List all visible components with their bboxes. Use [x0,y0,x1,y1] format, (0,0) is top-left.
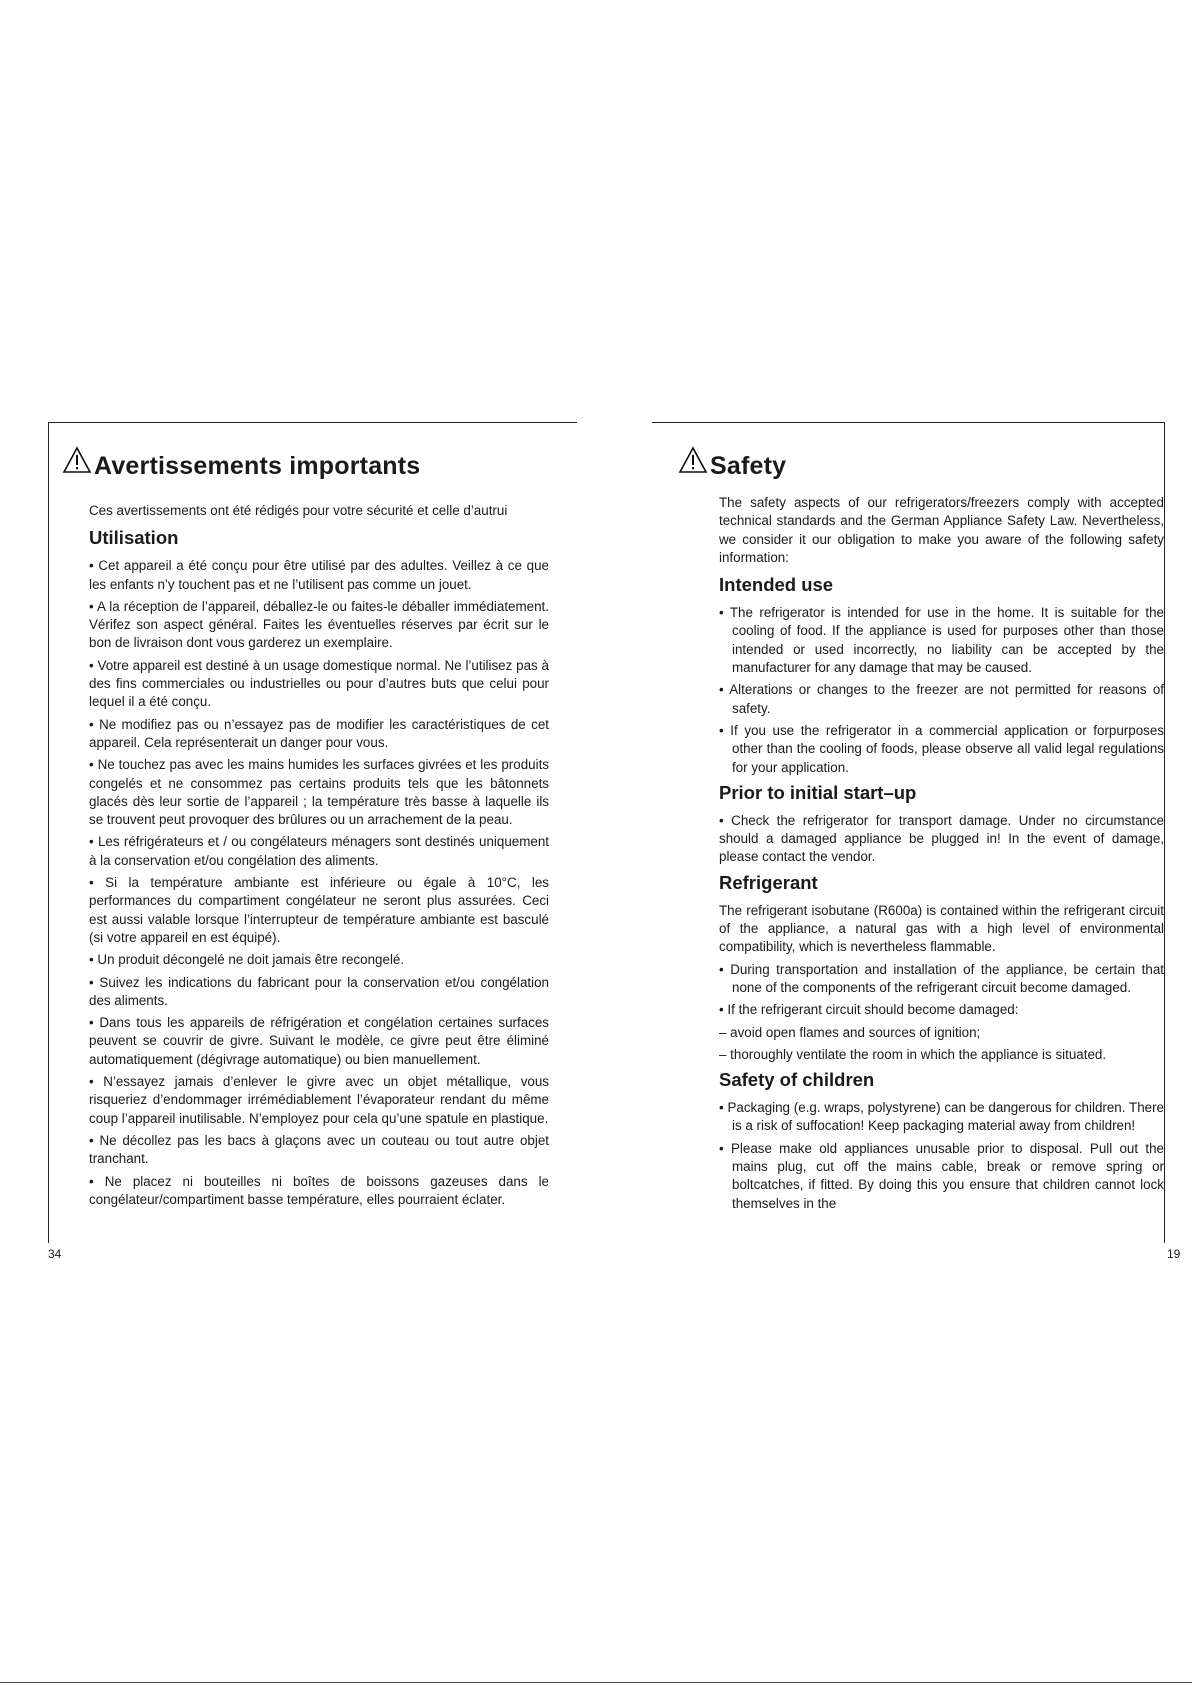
list-item: • Ne placez ni bouteilles ni boîtes de boissons gazeuses dans le congélateur/compartiment basse température, elles pourraient éclater. [89,1173,549,1207]
right-page-title [678,446,786,481]
list-item: • Ne décollez pas les bacs à glaçons avec un couteau ou tout autre objet tranchant. [89,1132,549,1167]
list-item: • Alterations or changes to the freezer are not permitted for reasons of safety. [719,682,1164,716]
list-item: • Un produit décongelé ne doit jamais être recongelé. [89,952,405,968]
list-item: • Packaging (e.g. wraps, polystyrene) can be dangerous for children. There is a risk of suffocation! Keep packaging material away from children! [719,1100,1164,1134]
right-page-number: 19 [1167,1247,1181,1261]
warning-triangle-icon [678,446,710,481]
dash-item: – avoid open flames and sources of ignition; [719,1024,981,1040]
list-item: • Ne modifiez pas ou n’essayez pas de modifier les caractéristiques de cet appareil. Cela représenterait un danger pour vous. [89,716,549,750]
left-page-number: 34 [48,1247,62,1261]
section-heading-intended-use: Intended use [719,574,834,596]
section-heading-safety-of-children: Safety of children [719,1069,875,1091]
list-item: • If you use the refrigerator in a commercial application or forpurposes other than the cooling of foods, please observe all valid legal regulations for your application. [719,722,1164,775]
left-title-text: Avertissements importants [94,452,421,480]
list-item: • Please make old appliances unusable prior to disposal. Pull out the mains plug, cut off the mains cable, break or remove spring or boltcatches, if fitted. By doing this you ensure that children cannot lock themselves in the [719,1140,1164,1211]
list-item: • Dans tous les appareils de réfrigération et congélation certaines surfaces peuvent se couvrir de givre. Suivant le modèle, ce givre peut être éliminé automatiquement (dégivrage automatique) ou bien manuellement. [89,1015,549,1067]
bottom-divider [0,1682,1192,1683]
right-title-text: Safety [710,452,787,480]
list-item: • Les réfrigérateurs et / ou congélateurs ménagers sont destinés uniquement à la conservation et/ou congélation des aliments. [89,834,549,868]
section-heading-refrigerant: Refrigerant [719,871,818,893]
warning-triangle-icon [62,446,94,481]
list-item: • Check the refrigerator for transport damage. Under no circumstance should a damaged appliance be plugged in! In the event of damage, please contact the vendor. [719,812,1164,865]
left-page-title [62,446,420,481]
list-item: • Ne touchez pas avec les mains humides les surfaces givrées et les produits congelés et ne consommez pas certains produits tels que les bâtonnets glacés dès leur sortie de l’appareil ; la température très basse à laquelle ils se trouvent peut provoquer des brûlures ou un arrachement de la peau. [89,757,549,828]
list-item: • A la réception de l’appareil, déballez-le ou faites-le déballer immédiatement. Vérifez son aspect général. Faites les éventuelles réserves par écrit sur le bon de livraison dont vous garderez un exemplaire. [89,598,549,651]
dash-item: – thoroughly ventilate the room in which the appliance is situated. [719,1046,1107,1062]
left-intro: Ces avertissements ont été rédigés pour votre sécurité et celle d’autrui [89,503,508,518]
list-item: • The refrigerator is intended for use in the home. It is suitable for the cooling of food. If the appliance is used for purposes other than those intended or used incorrectly, no liability can be accepted by the manufacturer for any damage that may be caused. [719,605,1164,676]
right-intro: The safety aspects of our refrigerators/freezers comply with accepted technical standards and the German Appliance Safety Law. Nevertheless, we consider it our obligation to make you aware of the following safety information: [719,495,1164,565]
section-heading-utilisation: Utilisation [89,527,179,549]
left-column [89,502,549,1213]
refrigerant-paragraph: The refrigerant isobutane (R600a) is contained within the refrigerant circuit of the appliance, a natural gas with a high level of environmental compatibility, which is nevertheless flammable. [719,902,1164,955]
list-item: • Votre appareil est destiné à un usage domestique normal. Ne l’utilisez pas à des fins commerciales ou industrielles ou pour d’autres buts que celui pour lequel il a été conçu. [89,657,549,710]
list-item: • During transportation and installation of the appliance, be certain that none of the components of the refrigerant circuit become damaged. [719,961,1164,995]
list-item: • Suivez les indications du fabricant pour la conservation et/ou congélation des aliments. [89,974,549,1008]
right-column [719,494,1164,1217]
list-item: • Cet appareil a été conçu pour être utilisé par des adultes. Veillez à ce que les enfants n’y touchent pas et ne l’utilisent pas comme un jouet. [89,558,549,592]
section-heading-prior-start-up: Prior to initial start–up [719,781,917,803]
list-item: • If the refrigerant circuit should become damaged: [719,1002,1019,1018]
list-item: • N’essayez jamais d’enlever le givre avec un objet métallique, vous risqueriez d’endommager irrémédiablement l’évaporateur rendant du même coup l’appareil inutilisable. N’employez pour cela qu’une spatule en plastique. [89,1074,549,1126]
list-item: • Si la température ambiante est inférieure ou égale à 10°C, les performances du compartiment congélateur ne seront plus assurées. Ceci est aussi valable lorsque l’interrupteur de température ambiante est basculé (si votre appareil en est équipé). [89,875,549,945]
